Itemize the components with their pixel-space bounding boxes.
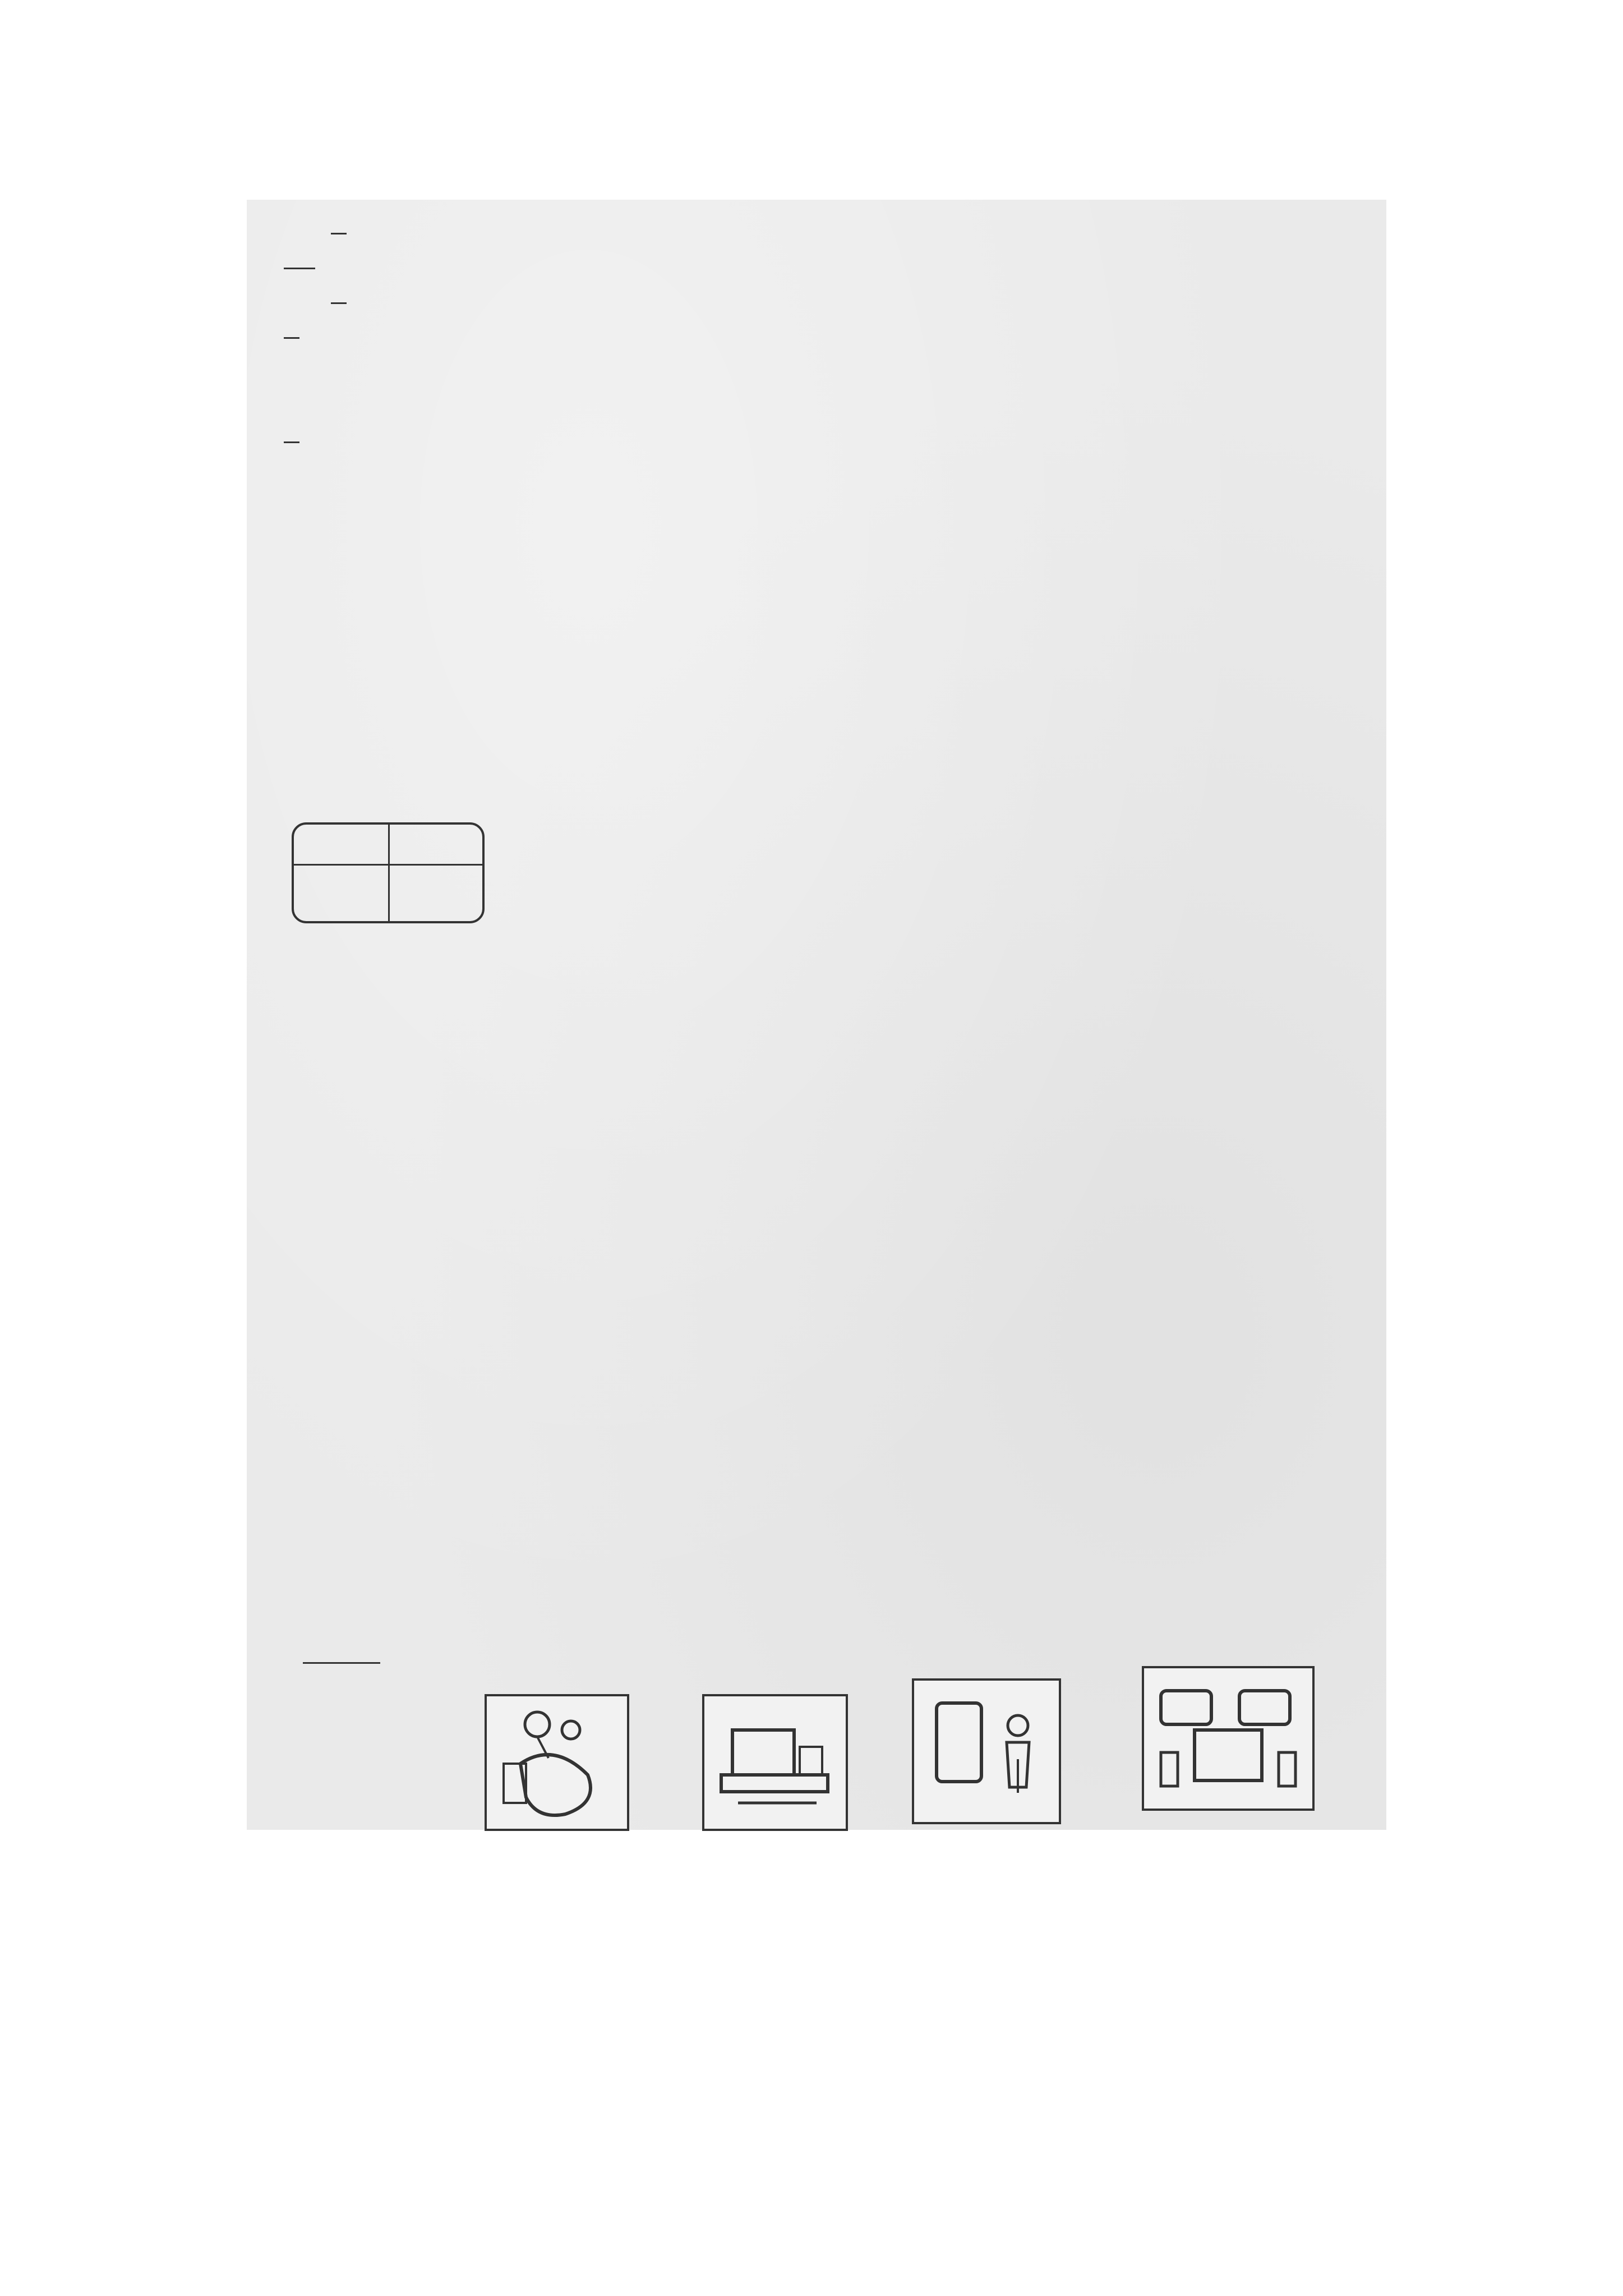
score-box (292, 822, 485, 923)
posture-device-icon (487, 1696, 627, 1829)
scanned-exam-page (247, 200, 1386, 1830)
passage-line-3 (331, 279, 347, 314)
choice-d-image[interactable] (1142, 1666, 1315, 1811)
laptop-desk-icon (704, 1696, 846, 1829)
choice-b-image[interactable] (702, 1694, 848, 1831)
choice-c-image[interactable] (912, 1678, 1061, 1824)
choice-a-image[interactable] (485, 1694, 629, 1831)
passage-line-4 (284, 314, 299, 349)
question-56 (303, 1639, 380, 1674)
sign-language-tablet-icon (1144, 1668, 1312, 1809)
passage-line-2 (284, 245, 315, 279)
phone-figure-icon (914, 1681, 1059, 1822)
passage-line-1 (331, 210, 347, 245)
passage-line-7 (284, 418, 299, 453)
